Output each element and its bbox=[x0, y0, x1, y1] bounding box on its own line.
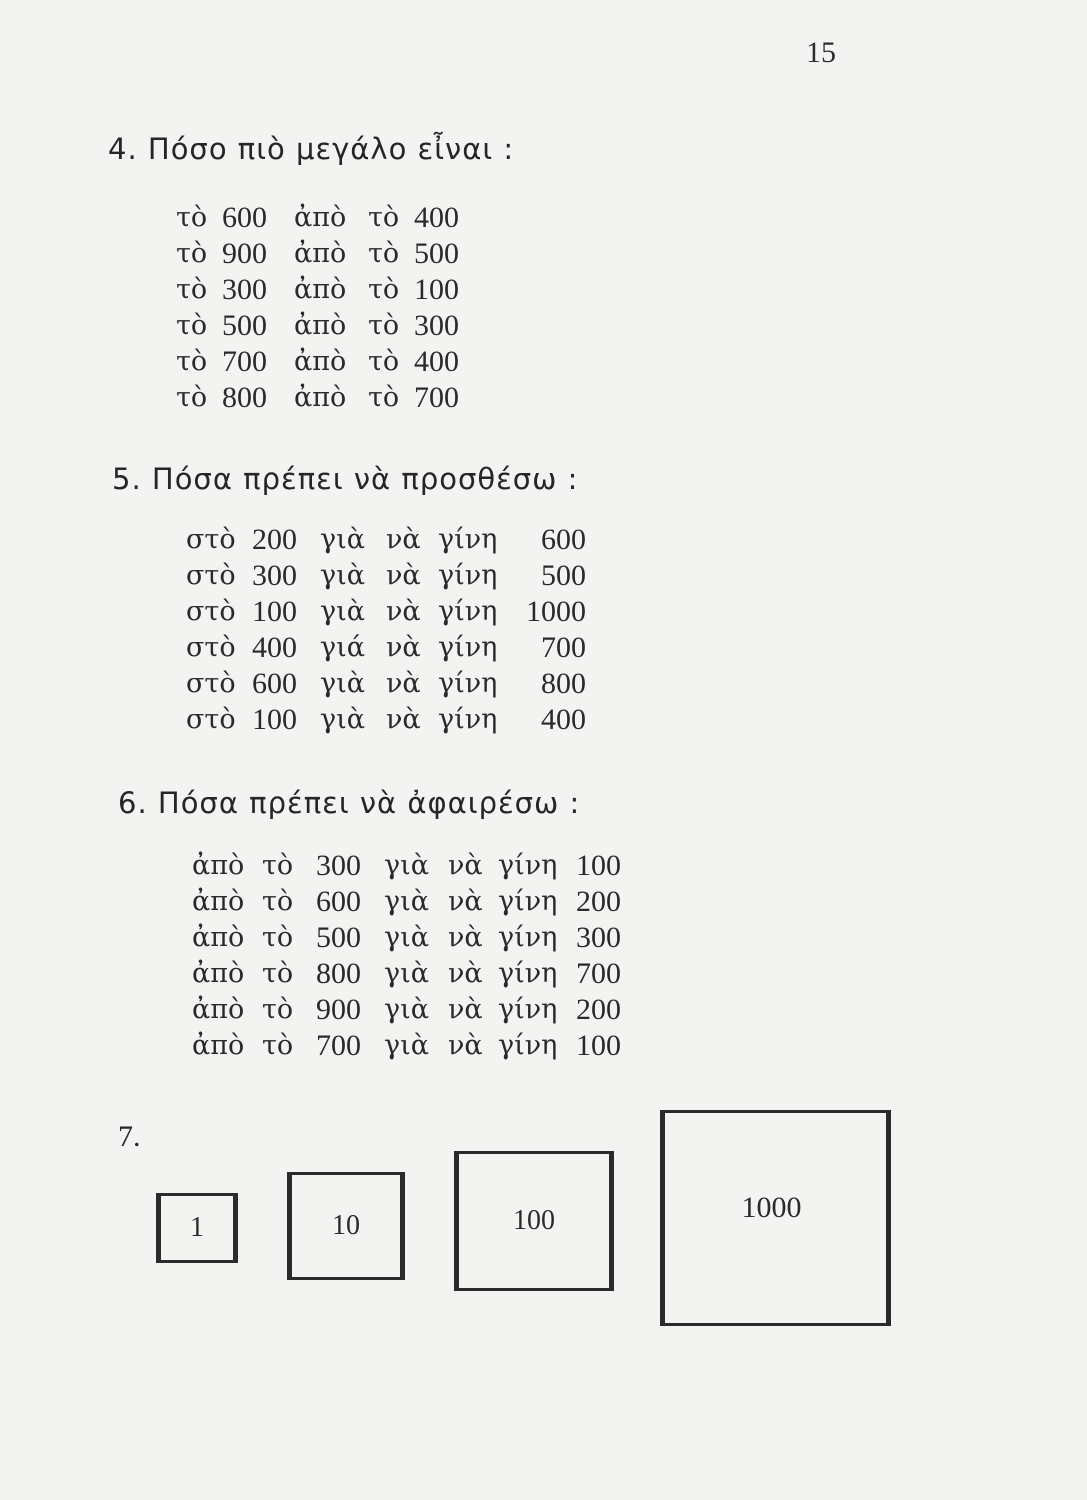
article: τὸ bbox=[262, 994, 294, 1025]
number-target: 1000 bbox=[526, 595, 586, 628]
word-gia: γιὰ bbox=[384, 922, 429, 953]
exercise-6-row bbox=[192, 1028, 630, 1064]
box-one-label: 1 bbox=[190, 1212, 204, 1243]
word-na: νὰ bbox=[448, 1030, 483, 1061]
exercise-6-list bbox=[192, 848, 630, 1064]
exercise-4-list bbox=[176, 200, 484, 416]
number-first: 200 bbox=[252, 523, 297, 556]
number-first: 900 bbox=[316, 993, 361, 1026]
box-thousand-label: 1000 bbox=[741, 1191, 802, 1224]
preposition: ἀπὸ bbox=[192, 994, 245, 1025]
exercise-4-heading: 4. Πόσο πιὸ μεγάλο εἶναι : bbox=[108, 132, 515, 166]
article: τὸ bbox=[176, 202, 208, 233]
article: τὸ bbox=[262, 1030, 294, 1061]
word-na: νὰ bbox=[386, 560, 421, 591]
article: τὸ bbox=[176, 346, 208, 377]
word-gia: γιά bbox=[320, 632, 365, 663]
word-gini: γίνη bbox=[498, 922, 558, 953]
number-first: 600 bbox=[252, 667, 297, 700]
preposition: ἀπὸ bbox=[294, 202, 347, 233]
word-gini: γίνη bbox=[438, 524, 498, 555]
word-na: νὰ bbox=[448, 922, 483, 953]
number-first: 500 bbox=[316, 921, 361, 954]
box-hundred-label: 100 bbox=[513, 1205, 555, 1236]
preposition: στὸ bbox=[186, 596, 236, 627]
preposition: ἀπὸ bbox=[294, 346, 347, 377]
word-na: νὰ bbox=[386, 524, 421, 555]
article: τὸ bbox=[368, 382, 400, 413]
number-first: 300 bbox=[222, 273, 267, 306]
word-na: νὰ bbox=[448, 886, 483, 917]
preposition: στὸ bbox=[186, 632, 236, 663]
word-gini: γίνη bbox=[438, 668, 498, 699]
word-na: νὰ bbox=[386, 668, 421, 699]
word-gia: γιὰ bbox=[384, 850, 429, 881]
article: τὸ bbox=[176, 238, 208, 269]
number-first: 100 bbox=[252, 595, 297, 628]
number-target: 800 bbox=[541, 667, 586, 700]
exercise-4-row bbox=[176, 236, 484, 272]
word-na: νὰ bbox=[448, 958, 483, 989]
exercise-5-row bbox=[186, 558, 586, 594]
word-gini: γίνη bbox=[498, 958, 558, 989]
number-target: 100 bbox=[576, 1029, 621, 1062]
exercise-4-row bbox=[176, 344, 484, 380]
word-gini: γίνη bbox=[438, 704, 498, 735]
number-target: 700 bbox=[541, 631, 586, 664]
exercise-4-row bbox=[176, 308, 484, 344]
number-first: 800 bbox=[222, 381, 267, 414]
exercise-5-row bbox=[186, 522, 586, 558]
preposition: στὸ bbox=[186, 560, 236, 591]
exercise-5-heading: 5. Πόσα πρέπει νὰ προσθέσω : bbox=[112, 462, 579, 496]
article: τὸ bbox=[368, 274, 400, 305]
word-gia: γιὰ bbox=[384, 994, 429, 1025]
number-target: 400 bbox=[541, 703, 586, 736]
exercise-6-row bbox=[192, 992, 630, 1028]
preposition: στὸ bbox=[186, 704, 236, 735]
exercise-6-row bbox=[192, 848, 630, 884]
word-na: νὰ bbox=[448, 850, 483, 881]
word-gia: γιὰ bbox=[320, 704, 365, 735]
box-ten-label: 10 bbox=[332, 1210, 360, 1241]
article: τὸ bbox=[368, 238, 400, 269]
number-first: 100 bbox=[252, 703, 297, 736]
number-first: 300 bbox=[316, 849, 361, 882]
exercise-7-label: 7. bbox=[118, 1120, 141, 1153]
number-target: 300 bbox=[576, 921, 621, 954]
word-na: νὰ bbox=[448, 994, 483, 1025]
word-gia: γιὰ bbox=[384, 958, 429, 989]
number-first: 700 bbox=[222, 345, 267, 378]
number-first: 600 bbox=[222, 201, 267, 234]
exercise-5-row bbox=[186, 702, 586, 738]
article: τὸ bbox=[262, 922, 294, 953]
box-one bbox=[156, 1193, 238, 1263]
page-number: 15 bbox=[806, 36, 836, 69]
exercise-4-row bbox=[176, 272, 484, 308]
number-second: 400 bbox=[414, 345, 459, 378]
exercise-4-row bbox=[176, 380, 484, 416]
word-gini: γίνη bbox=[498, 1030, 558, 1061]
word-gini: γίνη bbox=[498, 994, 558, 1025]
word-gini: γίνη bbox=[498, 886, 558, 917]
number-first: 500 bbox=[222, 309, 267, 342]
number-first: 400 bbox=[252, 631, 297, 664]
exercise-5-row bbox=[186, 630, 586, 666]
number-second: 500 bbox=[414, 237, 459, 270]
word-gia: γιὰ bbox=[320, 560, 365, 591]
number-target: 100 bbox=[576, 849, 621, 882]
number-target: 500 bbox=[541, 559, 586, 592]
preposition: ἀπὸ bbox=[192, 850, 245, 881]
preposition: ἀπὸ bbox=[294, 274, 347, 305]
preposition: στὸ bbox=[186, 668, 236, 699]
article: τὸ bbox=[262, 958, 294, 989]
word-gia: γιὰ bbox=[320, 596, 365, 627]
number-second: 400 bbox=[414, 201, 459, 234]
box-thousand bbox=[660, 1110, 891, 1326]
word-na: νὰ bbox=[386, 596, 421, 627]
word-gia: γιὰ bbox=[320, 668, 365, 699]
number-target: 700 bbox=[576, 957, 621, 990]
number-target: 200 bbox=[576, 885, 621, 918]
preposition: ἀπὸ bbox=[294, 382, 347, 413]
preposition: ἀπὸ bbox=[294, 310, 347, 341]
article: τὸ bbox=[368, 310, 400, 341]
article: τὸ bbox=[368, 346, 400, 377]
number-first: 600 bbox=[316, 885, 361, 918]
number-second: 300 bbox=[414, 309, 459, 342]
preposition: ἀπὸ bbox=[192, 886, 245, 917]
exercise-6-row bbox=[192, 920, 630, 956]
article: τὸ bbox=[176, 310, 208, 341]
number-first: 800 bbox=[316, 957, 361, 990]
preposition: ἀπὸ bbox=[192, 1030, 245, 1061]
exercise-5-row bbox=[186, 594, 586, 630]
exercise-6-row bbox=[192, 884, 630, 920]
word-gini: γίνη bbox=[438, 560, 498, 591]
number-second: 700 bbox=[414, 381, 459, 414]
box-hundred bbox=[454, 1151, 614, 1291]
article: τὸ bbox=[176, 382, 208, 413]
exercise-5-row bbox=[186, 666, 586, 702]
word-gia: γιὰ bbox=[384, 1030, 429, 1061]
number-second: 100 bbox=[414, 273, 459, 306]
number-first: 900 bbox=[222, 237, 267, 270]
number-first: 700 bbox=[316, 1029, 361, 1062]
exercise-5-list bbox=[186, 522, 586, 738]
word-gini: γίνη bbox=[498, 850, 558, 881]
preposition: στὸ bbox=[186, 524, 236, 555]
preposition: ἀπὸ bbox=[192, 958, 245, 989]
word-gia: γιὰ bbox=[320, 524, 365, 555]
article: τὸ bbox=[262, 850, 294, 881]
article: τὸ bbox=[176, 274, 208, 305]
article: τὸ bbox=[368, 202, 400, 233]
word-na: νὰ bbox=[386, 704, 421, 735]
article: τὸ bbox=[262, 886, 294, 917]
exercise-6-row bbox=[192, 956, 630, 992]
word-na: νὰ bbox=[386, 632, 421, 663]
number-first: 300 bbox=[252, 559, 297, 592]
word-gia: γιὰ bbox=[384, 886, 429, 917]
number-target: 600 bbox=[541, 523, 586, 556]
number-target: 200 bbox=[576, 993, 621, 1026]
word-gini: γίνη bbox=[438, 632, 498, 663]
word-gini: γίνη bbox=[438, 596, 498, 627]
box-ten bbox=[287, 1172, 405, 1280]
preposition: ἀπὸ bbox=[192, 922, 245, 953]
preposition: ἀπὸ bbox=[294, 238, 347, 269]
exercise-6-heading: 6. Πόσα πρέπει νὰ ἀφαιρέσω : bbox=[118, 786, 581, 820]
exercise-4-row bbox=[176, 200, 484, 236]
